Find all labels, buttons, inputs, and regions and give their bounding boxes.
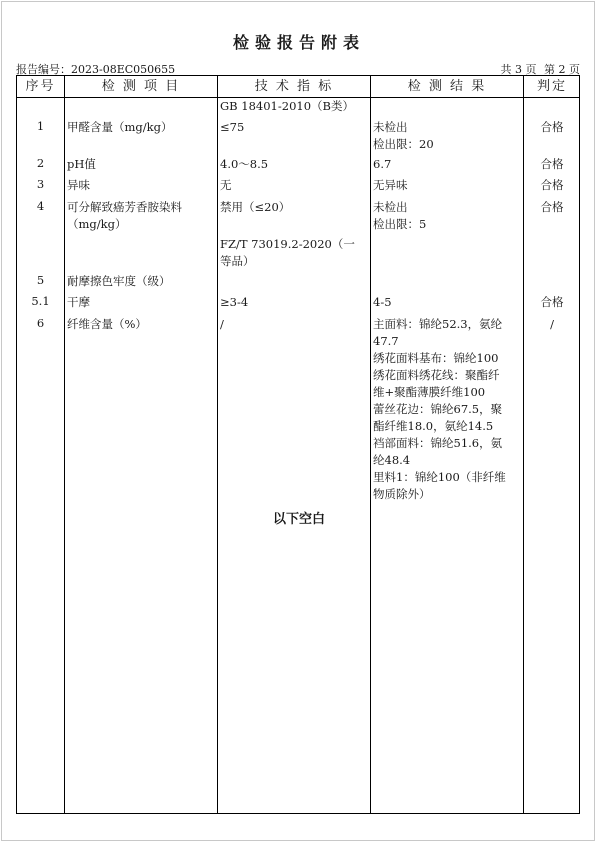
fiber-line: 绣花面料基布：锦纶100 — [373, 351, 499, 365]
row-index: 4 — [36, 199, 45, 213]
row-index: 6 — [36, 316, 45, 330]
fiber-content-results — [373, 316, 523, 503]
col-divider — [64, 76, 65, 813]
standard-fzt73019-grade: 等品） — [220, 254, 255, 268]
row-detection-limit: 检出限：5 — [373, 217, 427, 231]
row-spec: 禁用（≤20） — [220, 200, 291, 214]
row-judgement: / — [550, 317, 554, 331]
row-index: 2 — [36, 156, 45, 170]
header-result: 检 测 结 果 — [407, 79, 487, 94]
row-spec: 4.0～8.5 — [220, 157, 269, 171]
col-divider — [217, 76, 218, 813]
row-detection-limit: 检出限：20 — [373, 137, 434, 151]
row-result: 未检出 — [373, 120, 408, 134]
row-index: 5 — [36, 273, 45, 287]
row-index: 3 — [36, 177, 45, 191]
header-index: 序号 — [25, 79, 56, 94]
standard-fzt73019: FZ/T 73019.2-2020（一 — [220, 237, 355, 251]
row-item: 干摩 — [67, 295, 90, 309]
row-index: 1 — [36, 119, 45, 133]
row-judgement: 合格 — [540, 157, 564, 171]
fiber-line: 蕾丝花边：锦纶67.5，聚 — [373, 402, 503, 416]
row-result: 未检出 — [373, 200, 408, 214]
row-result: 无异味 — [373, 178, 408, 192]
row-item: 纤维含量（%） — [67, 317, 147, 331]
row-result: 4-5 — [373, 295, 392, 309]
row-spec: ≤75 — [220, 120, 245, 134]
col-divider — [370, 76, 371, 813]
page-total: 共 3 页 — [500, 63, 537, 76]
fiber-line: 里料1：锦纶100（非纤维 — [373, 470, 506, 484]
report-number: 报告编号：2023-08EC050655 — [16, 63, 176, 76]
row-result: 6.7 — [373, 157, 392, 171]
result-table — [16, 75, 580, 814]
header-item: 检 测 项 目 — [101, 79, 181, 94]
fiber-line: 纶48.4 — [373, 453, 411, 467]
header-spec: 技 术 指 标 — [254, 79, 334, 94]
row-judgement: 合格 — [540, 200, 564, 214]
row-item: 耐摩擦色牢度（级） — [67, 274, 171, 288]
row-spec: 无 — [220, 178, 232, 192]
header-judgement: 判定 — [536, 79, 567, 94]
blank-below-note: 以下空白 — [272, 512, 325, 527]
row-index: 5.1 — [31, 294, 50, 308]
row-spec: / — [220, 317, 224, 331]
row-judgement: 合格 — [540, 120, 564, 134]
row-item: 异味 — [67, 178, 90, 192]
row-item: 可分解致癌芳香胺染料 — [67, 200, 182, 214]
row-item: 甲醛含量（mg/kg） — [67, 120, 173, 134]
page-current: 第 2 页 — [544, 63, 580, 76]
row-judgement: 合格 — [540, 178, 564, 192]
fiber-line: 47.7 — [373, 334, 399, 348]
fiber-line: 主面料：锦纶52.3，氨纶 — [373, 317, 503, 331]
row-spec: ≥3-4 — [220, 295, 249, 309]
standard-gb18401: GB 18401-2010（B类） — [220, 99, 354, 113]
report-title: 检验报告附表 — [232, 33, 365, 52]
fiber-line: 维+聚酯薄膜纤维100 — [373, 385, 486, 399]
fiber-line: 裆部面料：锦纶51.6，氨 — [373, 436, 503, 450]
fiber-line: 绣花面料绣花线：聚酯纤 — [373, 368, 500, 382]
row-item-unit: （mg/kg） — [67, 217, 127, 231]
fiber-line: 酯纤维18.0，氨纶14.5 — [373, 419, 494, 433]
row-item: pH值 — [67, 157, 96, 171]
row-judgement: 合格 — [540, 295, 564, 309]
fiber-line: 物质除外） — [373, 487, 431, 501]
